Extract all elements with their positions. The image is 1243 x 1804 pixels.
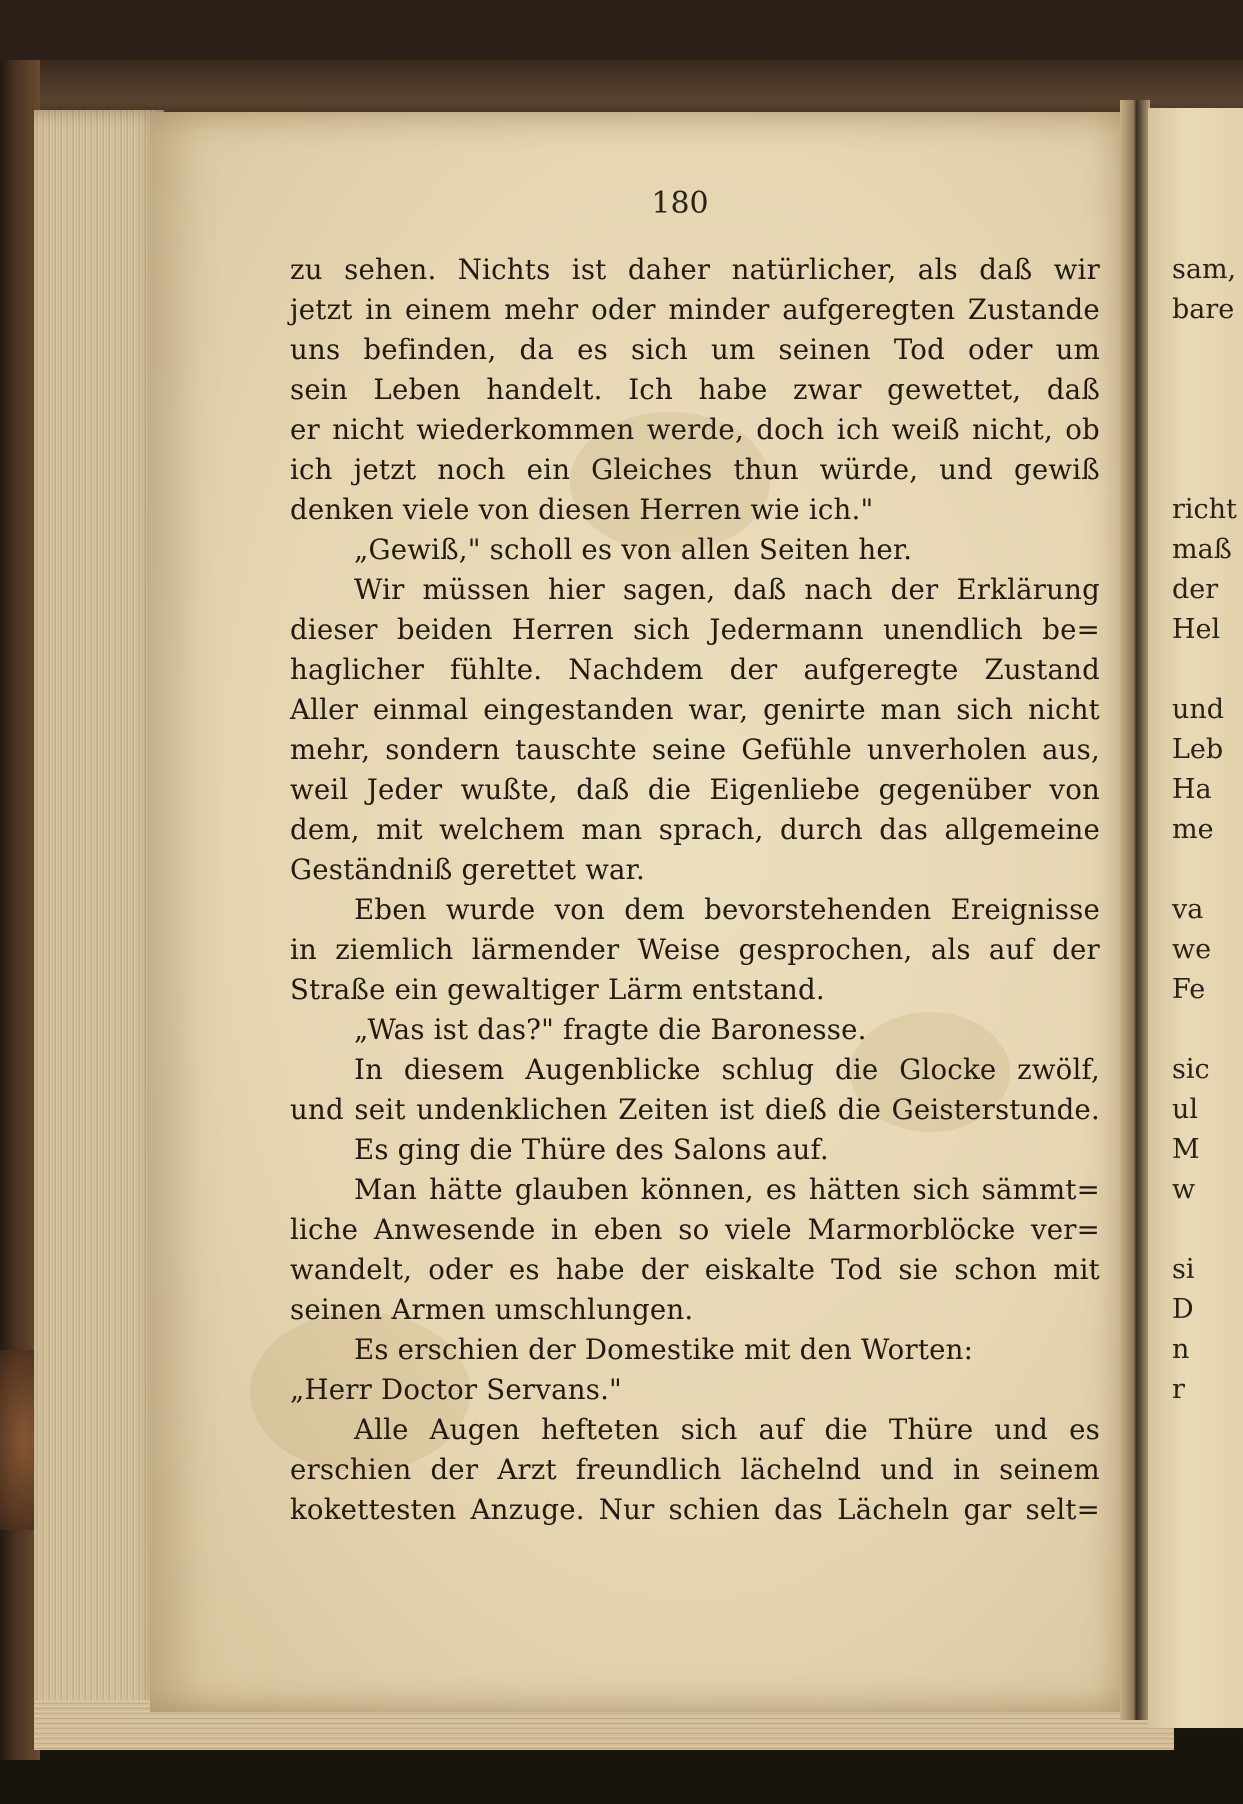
- text-line: Aller einmal eingestanden war, genirte man sich nicht: [290, 693, 1100, 726]
- right-page-fragment: [1172, 370, 1243, 410]
- text-line: Es ging die Thüre des Salons auf.: [354, 1133, 829, 1166]
- right-page-fragment: D: [1172, 1294, 1194, 1325]
- right-page-text-fragments: [1172, 250, 1243, 1410]
- text-line: zu sehen. Nichts ist daher natürlicher, als daß wir: [290, 253, 1100, 286]
- right-page-fragment: n: [1172, 1334, 1190, 1365]
- text-line: denken viele von diesen Herren wie ich.": [290, 493, 874, 526]
- text-line: in ziemlich lärmender Weise gesprochen, als auf der: [290, 933, 1100, 966]
- text-line: „Gewiß," scholl es von allen Seiten her.: [354, 533, 913, 566]
- right-page-fragment: [1172, 1010, 1243, 1050]
- text-line: wandelt, oder es habe der eiskalte Tod sie schon mit: [290, 1253, 1100, 1286]
- text-line: liche Anwesende in eben so viele Marmorblöcke ver=: [290, 1213, 1100, 1246]
- right-page-fragment: M: [1172, 1134, 1200, 1165]
- text-line: Wir müssen hier sagen, daß nach der Erklärung: [354, 573, 1100, 606]
- right-page-fragment: si: [1172, 1254, 1195, 1285]
- text-line: kokettesten Anzuge. Nur schien das Lächeln gar selt=: [290, 1493, 1100, 1526]
- right-page-fragment: Ha: [1172, 774, 1212, 805]
- text-line: jetzt in einem mehr oder minder aufgeregten Zustande: [290, 293, 1100, 326]
- book-gutter: [1120, 100, 1150, 1720]
- text-line: dieser beiden Herren sich Jedermann unendlich be=: [290, 613, 1100, 646]
- right-page-fragment: r: [1172, 1374, 1185, 1405]
- text-line: und seit undenklichen Zeiten ist dieß die Geisterstunde.: [290, 1093, 1100, 1126]
- right-page-fragment: [1172, 1210, 1243, 1250]
- text-line: er nicht wiederkommen werde, doch ich weiß nicht, ob: [290, 413, 1100, 446]
- right-page-fragment: Leb: [1172, 734, 1224, 765]
- right-page-fragment: der: [1172, 574, 1219, 605]
- right-page-fragment: richt: [1172, 494, 1237, 525]
- text-line: „Herr Doctor Servans.": [290, 1373, 622, 1406]
- right-page-fragment: [1172, 650, 1243, 690]
- right-page-fragment: [1172, 330, 1243, 370]
- right-page-fragment: ul: [1172, 1094, 1199, 1125]
- right-page-fragment: me: [1172, 814, 1214, 845]
- right-page-fragment: w: [1172, 1174, 1196, 1205]
- right-page-fragment: [1172, 850, 1243, 890]
- text-line: mehr, sondern tauschte seine Gefühle unverholen aus,: [290, 733, 1100, 766]
- right-page-fragment: bare: [1172, 294, 1235, 325]
- text-line: weil Jeder wußte, daß die Eigenliebe gegenüber von: [290, 773, 1100, 806]
- text-line: seinen Armen umschlungen.: [290, 1293, 694, 1326]
- right-page-fragment: [1172, 410, 1243, 450]
- right-page-fragment: sic: [1172, 1054, 1210, 1085]
- right-page-fragment: [1172, 450, 1243, 490]
- body-text: [290, 250, 1100, 1530]
- right-page-fragment: und: [1172, 694, 1225, 725]
- right-page-fragment: va: [1172, 894, 1204, 925]
- text-line: In diesem Augenblicke schlug die Glocke zwölf,: [354, 1053, 1100, 1086]
- right-page-fragment: Hel: [1172, 614, 1221, 645]
- page-stack-edges: [34, 110, 164, 1740]
- text-line: sein Leben handelt. Ich habe zwar gewettet, daß: [290, 373, 1100, 406]
- text-line: Man hätte glauben können, es hätten sich sämmt=: [354, 1173, 1100, 1206]
- right-page-fragment: we: [1172, 934, 1212, 965]
- text-line: „Was ist das?" fragte die Baronesse.: [354, 1013, 867, 1046]
- text-line: Es erschien der Domestike mit den Worten:: [354, 1333, 974, 1366]
- text-line: ich jetzt noch ein Gleiches thun würde, und gewiß: [290, 453, 1100, 486]
- text-line: dem, mit welchem man sprach, durch das allgemeine: [290, 813, 1100, 846]
- text-line: haglicher fühlte. Nachdem der aufgeregte Zustand: [290, 653, 1100, 686]
- text-line: Straße ein gewaltiger Lärm entstand.: [290, 973, 825, 1006]
- text-line: Geständniß gerettet war.: [290, 853, 645, 886]
- right-page-fragment: maß: [1172, 534, 1232, 565]
- text-line: uns befinden, da es sich um seinen Tod oder um: [290, 333, 1100, 366]
- text-line: Eben wurde von dem bevorstehenden Ereignisse: [354, 893, 1100, 926]
- text-line: Alle Augen hefteten sich auf die Thüre und es: [354, 1413, 1100, 1446]
- page-number: 180: [651, 186, 709, 221]
- right-page-fragment: Fe: [1172, 974, 1206, 1005]
- text-line: erschien der Arzt freundlich lächelnd und in seinem: [290, 1453, 1100, 1486]
- right-page-fragment: sam,: [1172, 254, 1237, 285]
